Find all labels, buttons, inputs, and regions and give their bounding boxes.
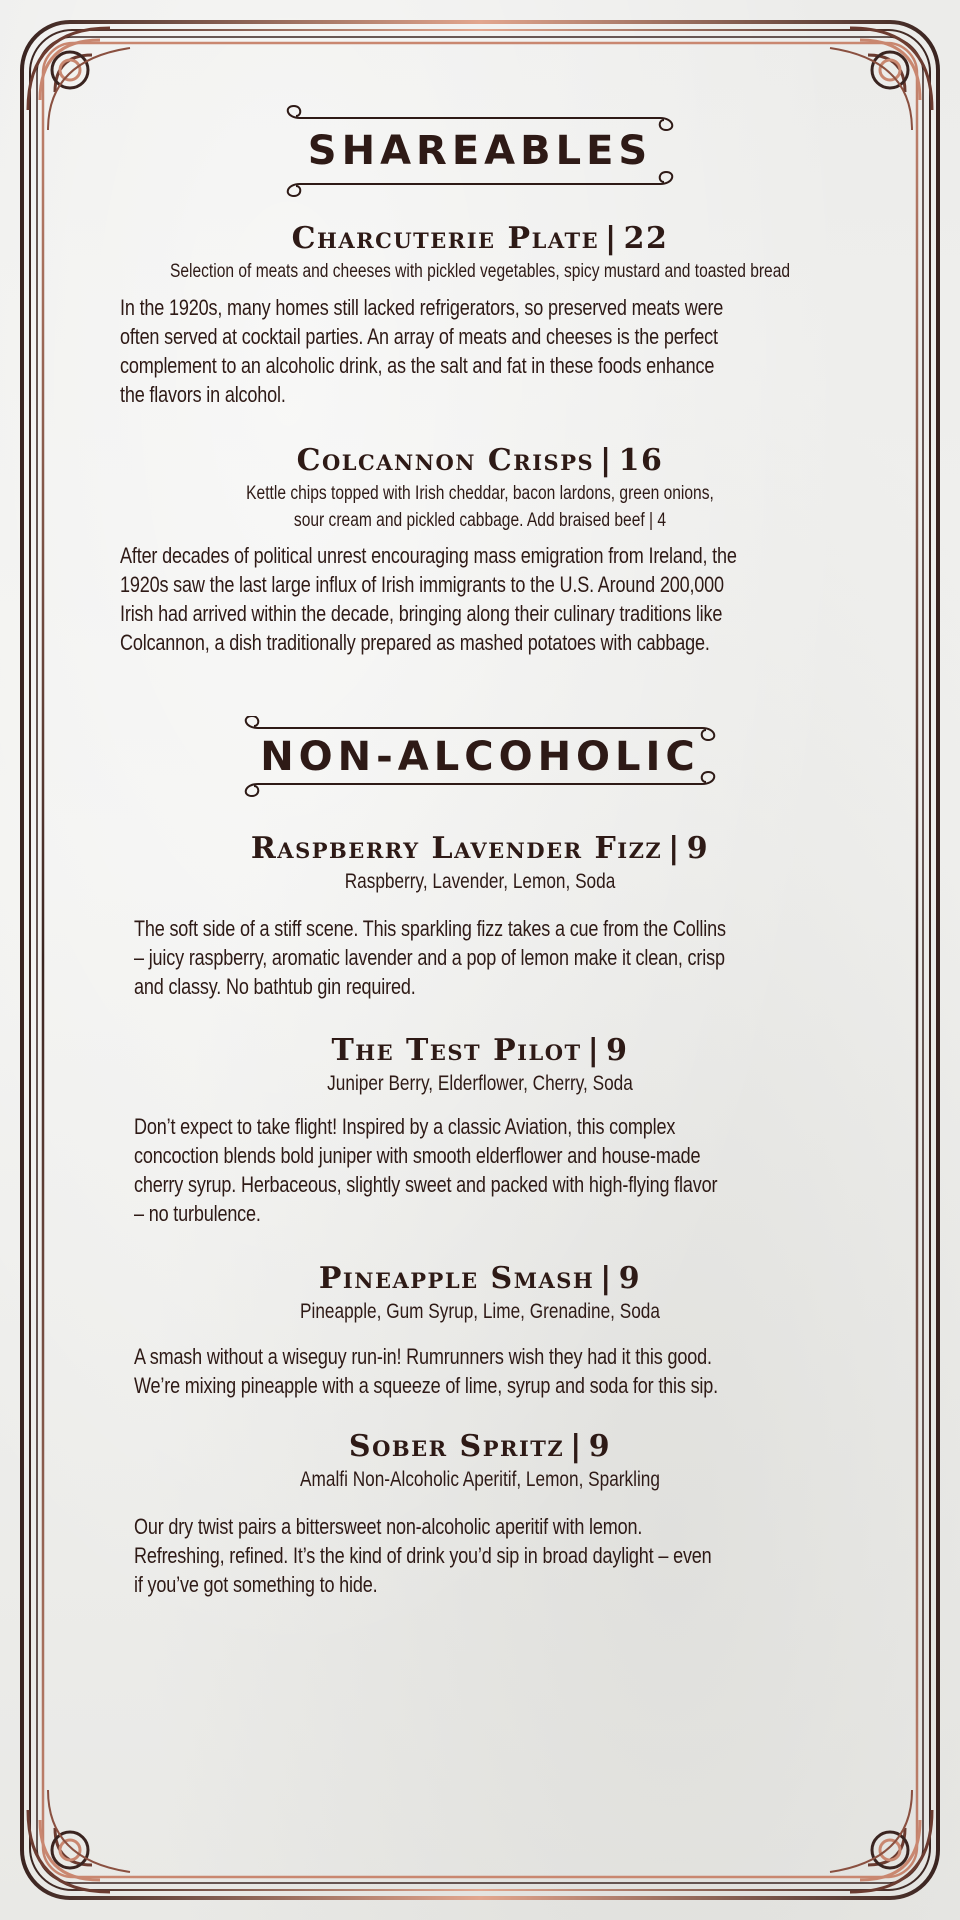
description-line: The soft side of a stiff scene. This sparkling fizz takes a cue from the Collins (134, 916, 726, 941)
price-separator: | (605, 221, 618, 256)
item-description (120, 293, 880, 409)
item-description (134, 1512, 880, 1599)
description-line: 1920s saw the last large influx of Irish immigrants to the U.S. Around 200,000 (120, 572, 724, 597)
item-description (134, 1112, 880, 1228)
description-line: – no turbulence. (134, 1201, 261, 1226)
item-price: 9 (606, 1033, 629, 1068)
price-separator: | (600, 1261, 613, 1296)
section-title: SHAREABLES (307, 128, 653, 174)
menu-item (0, 222, 960, 285)
item-title (0, 1430, 960, 1464)
item-name: Raspberry Lavender Fizz (250, 831, 663, 866)
section-header-shareables (0, 104, 960, 200)
subtitle-line: Kettle chips topped with Irish cheddar, bacon lardons, green onions, (246, 483, 714, 504)
price-separator: | (600, 443, 613, 478)
description-line: Don’t expect to take flight! Inspired by a classic Aviation, this complex (134, 1114, 676, 1139)
subtitle-line: Juniper Berry, Elderflower, Cherry, Soda (327, 1072, 633, 1095)
price-separator: | (587, 1033, 601, 1068)
description-line: Refreshing, refined. It’s the kind of drink you’d sip in broad daylight – even (134, 1543, 712, 1568)
item-name: Colcannon Crisps (296, 443, 595, 478)
description-line: cherry syrup. Herbaceous, slightly sweet and packed with high-flying flavor (134, 1172, 718, 1197)
description-line: We’re mixing pineapple with a squeeze of lime, syrup and soda for this sip. (134, 1373, 719, 1398)
item-price: 9 (618, 1261, 642, 1296)
item-subtitle (0, 868, 960, 895)
subtitle-line: Pineapple, Gum Syrup, Lime, Grenadine, Soda (300, 1300, 660, 1323)
section-title: NON-ALCOHOLIC (260, 734, 700, 780)
description-line: and classy. No bathtub gin required. (134, 974, 416, 999)
item-subtitle (0, 1070, 960, 1097)
item-price: 9 (686, 831, 710, 866)
description-line: often served at cocktail parties. An array of meats and cheeses is the perfect (120, 324, 718, 349)
item-name: Pineapple Smash (318, 1261, 595, 1296)
description-line: After decades of political unrest encouraging mass emigration from Ireland, the (120, 543, 737, 568)
item-title (0, 832, 960, 866)
item-description (134, 914, 880, 1001)
menu-item (0, 832, 960, 895)
item-subtitle (0, 258, 960, 285)
item-subtitle (0, 1466, 960, 1493)
price-separator: | (570, 1429, 583, 1464)
description-line: A smash without a wiseguy run-in! Rumrunners wish they had it this good. (134, 1344, 712, 1369)
subtitle-line: Amalfi Non-Alcoholic Aperitif, Lemon, Sparkling (300, 1468, 660, 1491)
item-subtitle (0, 1298, 960, 1325)
description-line: – juicy raspberry, aromatic lavender and a pop of lemon make it clean, crisp (134, 945, 725, 970)
menu-item (0, 1034, 960, 1097)
item-name: Sober Spritz (348, 1429, 565, 1464)
menu-item (0, 1262, 960, 1325)
subtitle-line: sour cream and pickled cabbage. Add braised beef | 4 (293, 510, 667, 531)
item-title (0, 222, 960, 256)
description-line: Irish had arrived within the decade, bringing along their culinary traditions like (120, 601, 723, 626)
description-line: if you’ve got something to hide. (134, 1572, 378, 1597)
description-line: Our dry twist pairs a bittersweet non-alcoholic aperitif with lemon. (134, 1514, 643, 1539)
menu-item (0, 444, 960, 534)
item-description (134, 1342, 880, 1400)
item-title (0, 1034, 960, 1068)
item-price: 9 (588, 1429, 612, 1464)
item-title (0, 1262, 960, 1296)
description-line: the flavors in alcohol. (120, 382, 286, 407)
item-price: 22 (623, 221, 669, 256)
description-line: In the 1920s, many homes still lacked refrigerators, so preserved meats were (120, 295, 724, 320)
price-separator: | (668, 831, 681, 866)
item-name: Charcuterie Plate (291, 221, 600, 256)
subtitle-line: Selection of meats and cheeses with pickled vegetables, spicy mustard and toasted bread (169, 261, 791, 282)
section-header-non-alcoholic (0, 716, 960, 808)
menu-item (0, 1430, 960, 1493)
description-line: concoction blends bold juniper with smooth elderflower and house-made (134, 1143, 701, 1168)
subtitle-line: Raspberry, Lavender, Lemon, Soda (344, 870, 616, 893)
description-line: complement to an alcoholic drink, as the salt and fat in these foods enhance (120, 353, 715, 378)
item-title (0, 444, 960, 478)
item-price: 16 (618, 443, 664, 478)
description-line: Colcannon, a dish traditionally prepared as mashed potatoes with cabbage. (120, 630, 710, 655)
item-subtitle (0, 480, 960, 534)
item-description (120, 541, 880, 657)
item-name: The Test Pilot (331, 1033, 582, 1068)
